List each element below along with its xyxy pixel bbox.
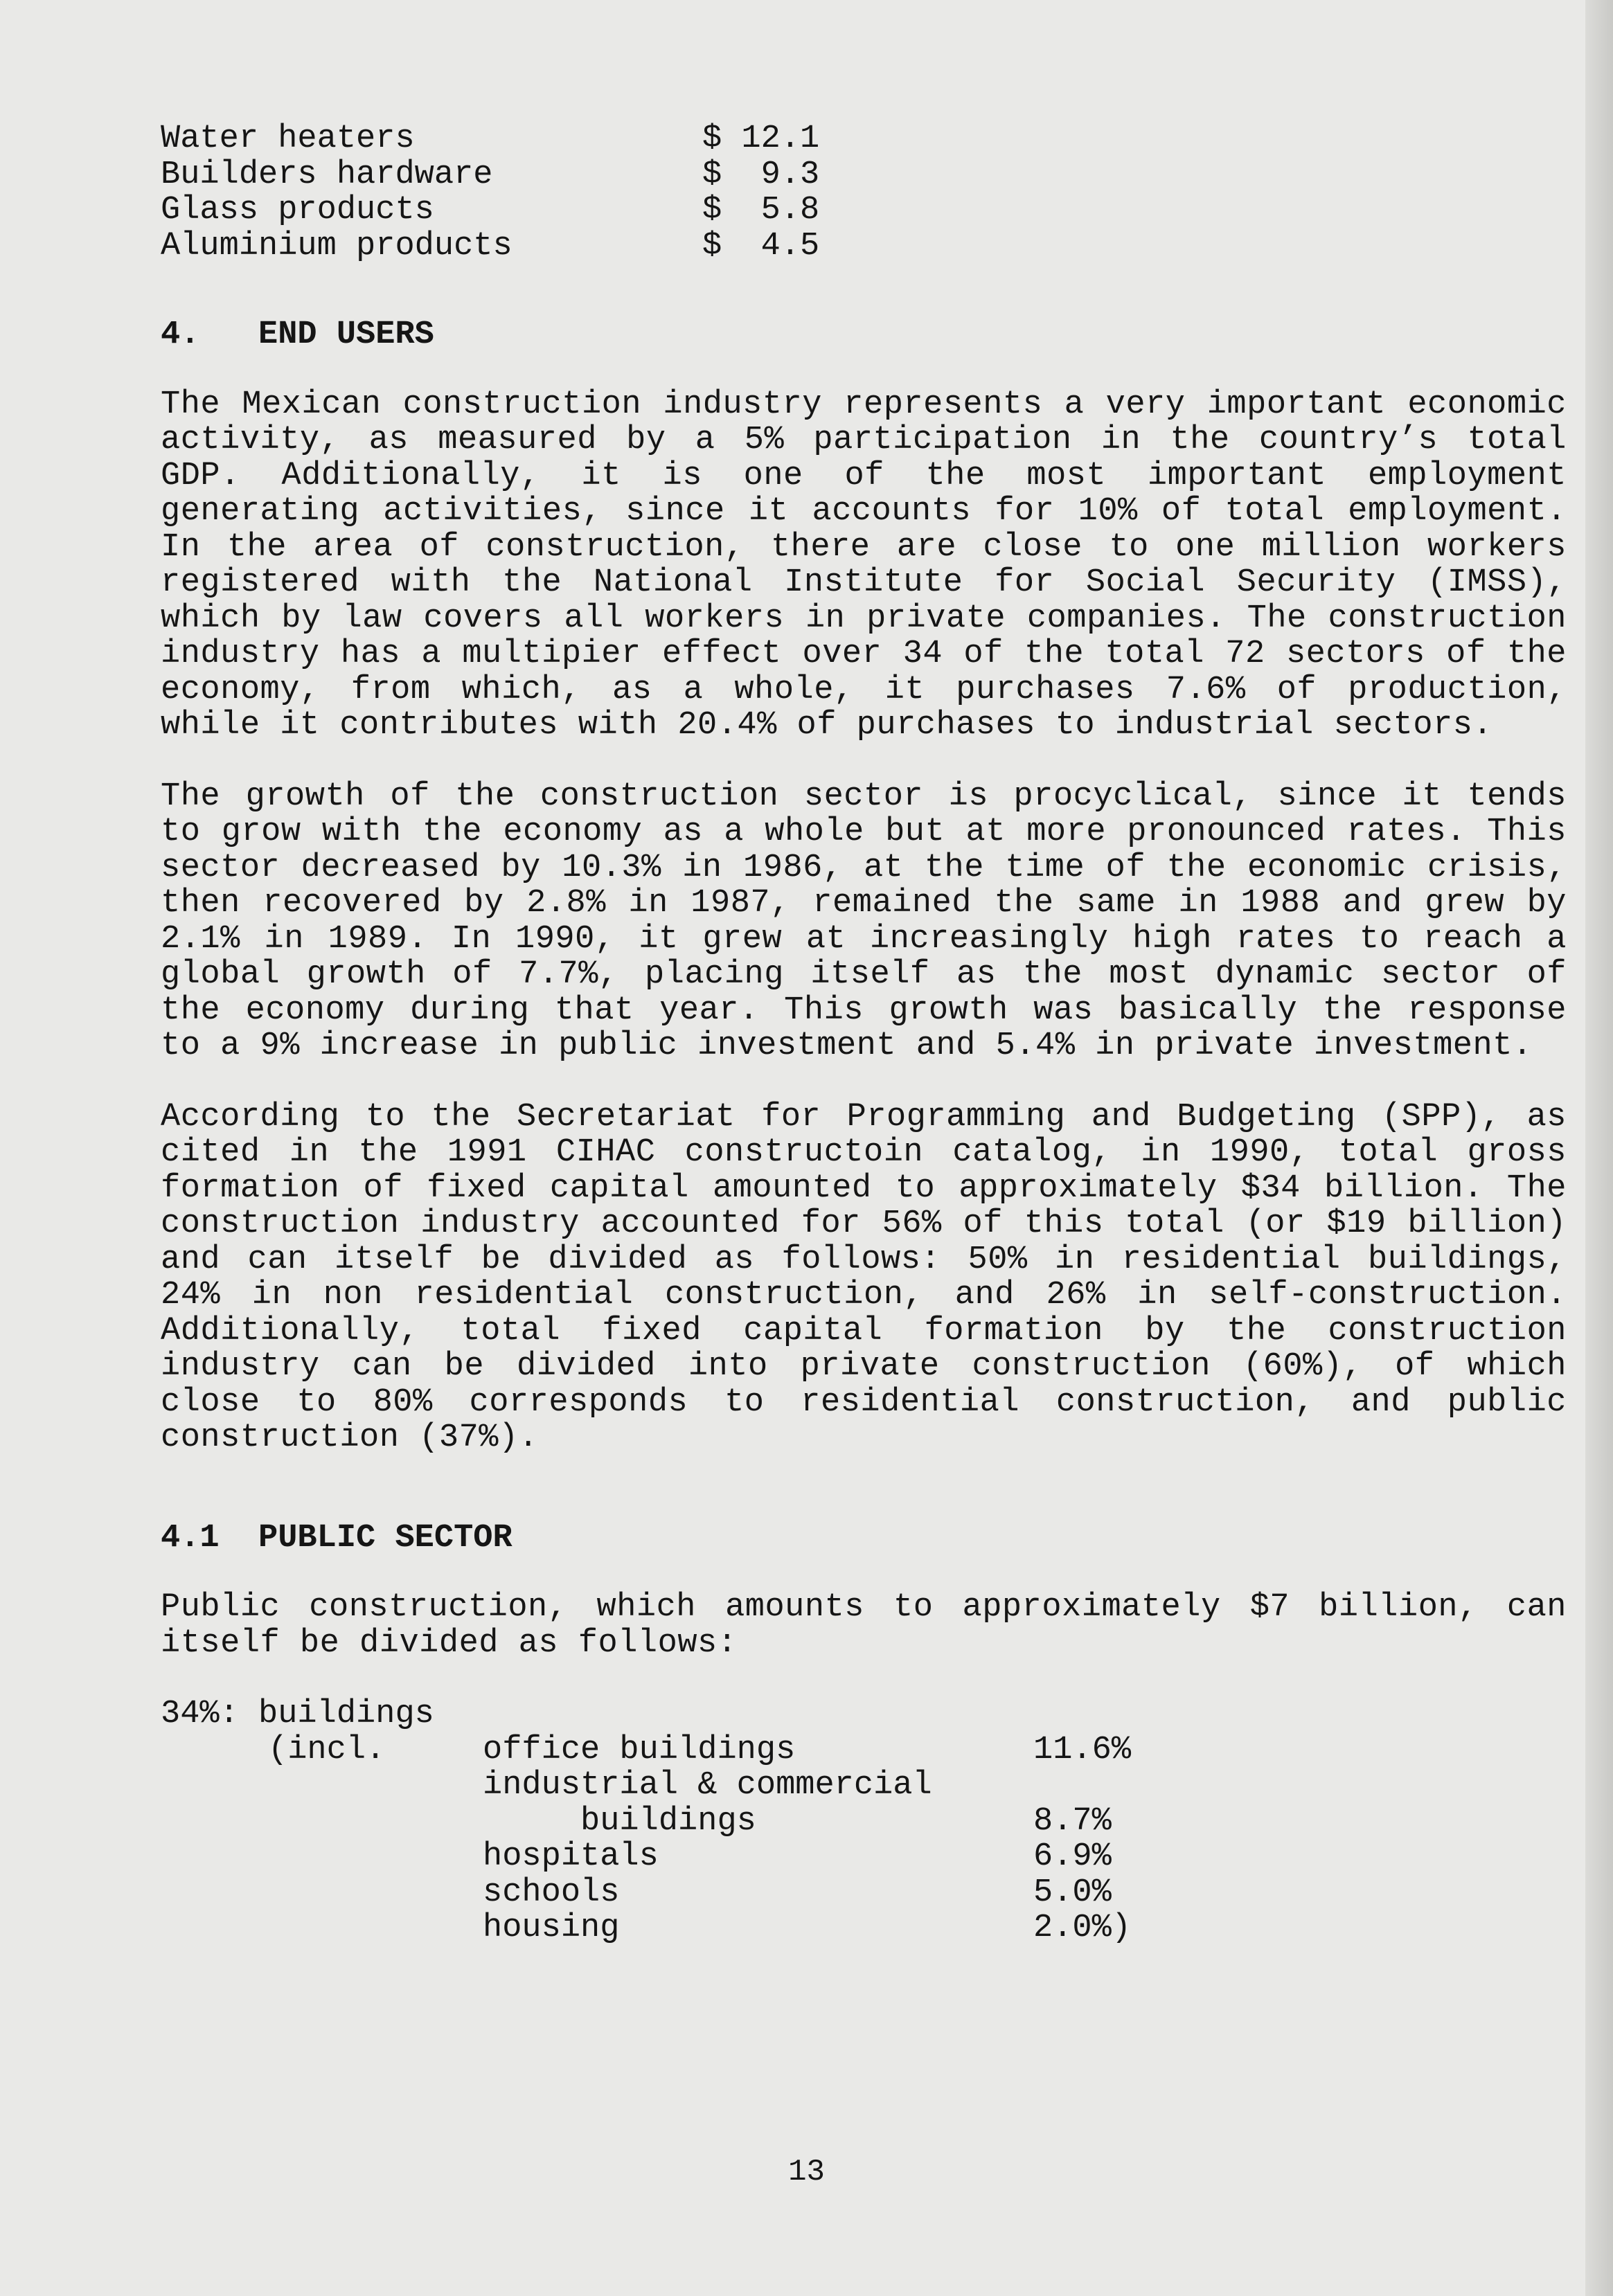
document-page <box>161 121 1567 1946</box>
breakdown-item-name: housing <box>483 1910 620 1946</box>
price-value: $ 4.5 <box>702 227 820 264</box>
paragraph: Public construction, which amounts to approximately $7 billion, can itself be divided as follows: <box>161 1589 1567 1662</box>
paragraph: The Mexican construction industry represents a very important economic activity, as measured by a 5% participation in the country’s total GDP. Additionally, it is one of the most important employment generating activities, since it accounts for 10% of total employment. In the area of construction, there are close to one million workers registered with the National Institute for Social Security (IMSS), which by law covers all workers in private companies. The construction industry has a multipier effect over 34 of the total 72 sectors of the economy, from which, as a whole, it purchases 7.6% of production, while it contributes with 20.4% of purchases to industrial sectors. <box>161 386 1567 744</box>
price-value: $ 12.1 <box>702 120 820 157</box>
breakdown-item-pct: 5.0% <box>1033 1874 1112 1911</box>
price-value: $ 9.3 <box>702 156 820 193</box>
breakdown-item-pct: 11.6% <box>1033 1731 1132 1768</box>
breakdown-item-pct: 8.7% <box>1033 1802 1112 1840</box>
breakdown-buildings-label: 34%: buildings <box>161 1696 434 1732</box>
page-edge-shadow <box>1585 0 1613 2296</box>
breakdown-item-name: buildings <box>483 1802 756 1840</box>
price-value: $ 5.8 <box>702 192 820 228</box>
breakdown-grid <box>161 1732 1567 1946</box>
breakdown-item-name: office buildings <box>483 1731 796 1768</box>
section-heading-public-sector: 4.1 PUBLIC SECTOR <box>161 1519 513 1557</box>
page-number: 13 <box>788 2155 825 2189</box>
paragraph: According to the Secretariat for Programming and Budgeting (SPP), as cited in the 1991 CIHAC constructoin catalog, in 1990, total gross formation of fixed capital amounted to approximately $34 billion. The construction industry accounted for 56% of this total (or $19 billion) and can itself be divided as follows: 50% in residential buildings, 24% in non residential construction, and 26% in self-construction. Additionally, total fixed capital formation by the construction industry can be divided into private construction (60%), of which close to 80% corresponds to residential construction, and public construction (37%). <box>161 1098 1567 1456</box>
breakdown-item-pct: 2.0%) <box>1033 1910 1132 1946</box>
price-item: Aluminium products <box>161 227 513 264</box>
breakdown-item-name: schools <box>483 1874 620 1911</box>
price-item: Builders hardware <box>161 156 493 193</box>
section-heading-end-users: 4. END USERS <box>161 316 434 353</box>
paragraph: The growth of the construction sector is procyclical, since it tends to grow with the economy as a whole but at more pronounced rates. This sector decreased by 10.3% in 1986, at the time of the economic crisis, then recovered by 2.8% in 1987, remained the same in 1988 and grew by 2.1% in 1989. In 1990, it grew at increasingly high rates to reach a global growth of 7.7%, placing itself as the most dynamic sector of the economy during that year. This growth was basically the response to a 9% increase in public investment and 5.4% in private investment. <box>161 778 1567 1064</box>
price-item: Water heaters <box>161 120 415 157</box>
breakdown-item-pct <box>1033 1768 1186 1804</box>
breakdown-item-name: industrial & commercial <box>483 1767 932 1804</box>
breakdown-incl-label: (incl. <box>268 1731 386 1768</box>
price-list <box>161 121 1567 264</box>
public-construction-breakdown <box>161 1696 1567 1946</box>
breakdown-item-pct: 6.9% <box>1033 1838 1112 1875</box>
price-item: Glass products <box>161 192 434 228</box>
breakdown-item-name: hospitals <box>483 1838 659 1875</box>
